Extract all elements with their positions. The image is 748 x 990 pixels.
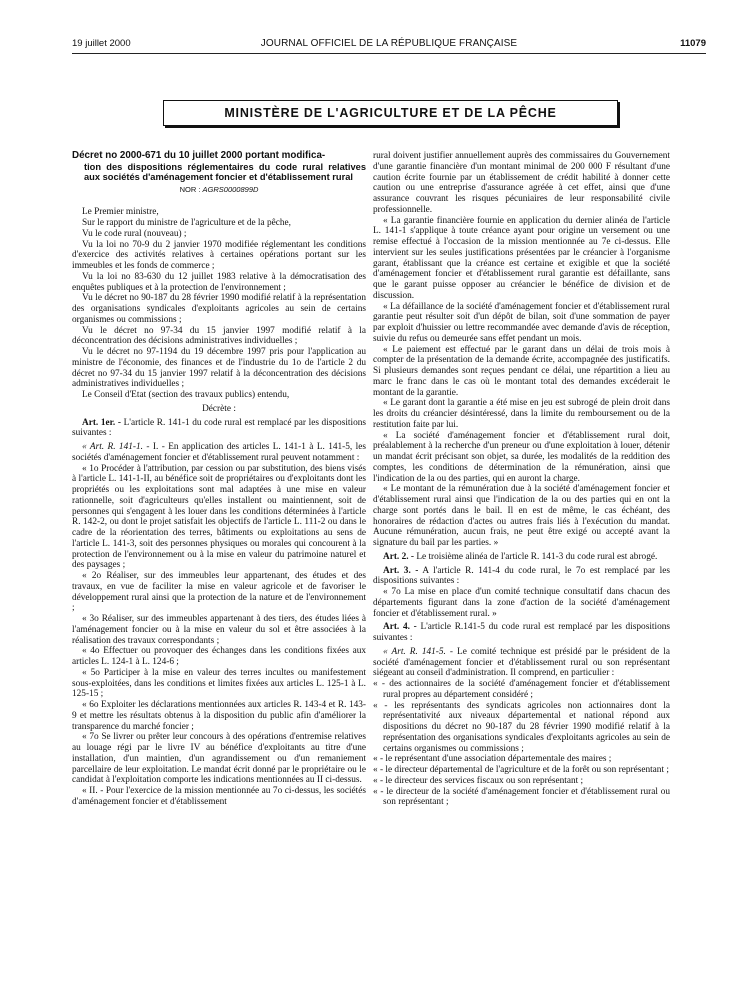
article-1 xyxy=(72,418,366,440)
ministry-title: MINISTÈRE DE L'AGRICULTURE ET DE LA PÊCHE xyxy=(224,106,557,120)
right-item-5: « - le directeur de la société d'aménagement foncier et d'établissement rural ou son représentant ; xyxy=(373,786,670,808)
header-page-number: 11079 xyxy=(680,38,706,49)
article-4-text: L'article R.141-5 du code rural est remplacé par les dispositions suivantes : xyxy=(373,622,670,643)
article-3-label: Art. 3. - xyxy=(383,565,419,576)
preamble-2: Vu le code rural (nouveau) ; xyxy=(82,228,187,239)
article-r141-5-label: « Art. R. 141-5. - xyxy=(383,646,453,657)
left-item-6: « 7o Se livrer ou prêter leur concours à des opérations d'entremise relatives au louage régi par le livre IV au bénéfice d'exploitants au titre d'une installation, d'un maintien, d'un agrandissement ou d'un remaniement parcellaire de leur exploitation. Le mandat écrit donné par le propriétaire ou le candidat à l'exploitation comporte les indications mentionnées au II ci-dessus. xyxy=(72,732,366,786)
right-paragraph-5: « La société d'aménagement foncier et d'établissement rural doit, préalablement à la recherche d'un preneur ou d'une exploitation à louer, détenir un mandat écrit précisant son objet, sa durée, les modalités de la reddition des comptes, les conditions de détermination de la rémunération, ainsi que l'indication de la ou des parties, qui en auront la charge. xyxy=(373,430,670,484)
preamble-3: Vu la loi no 70-9 du 2 janvier 1970 modifiée réglementant les conditions d'exercice des activités relatives à certaines opérations portant sur les immeubles et les fonds de commerce ; xyxy=(72,239,366,271)
right-paragraph-2: « La défaillance de la société d'aménagement foncier et d'établissement rural garantie peut résulter soit d'un dépôt de bilan, soit d'une sommation de payer par exploit d'huissier ou lettre recommandée avec demande d'avis de réception, suivie du refus ou demeurée sans effet pendant un mois. xyxy=(373,301,670,344)
right-item-0: « - des actionnaires de la société d'aménagement foncier et d'établissement rural propres au département considéré ; xyxy=(373,679,670,700)
right-paragraph-1: « La garantie financière fournie en application du dernier alinéa de l'article L. 141-1 s'applique à toute créance ayant pour origine un versement ou une remise effectué à l'occasion de la mission mentionnée au 7e ci-dessus. Elle intervient sur les seules justifications présentées par le créancier à l'organisme garant, établissant que la créance est certaine et exigible et que la société d'aménagement foncier et d'établissement rural garantie est défaillante, sans que le garant puisse opposer au créancier le bénéfice de division et de discussion. xyxy=(373,215,670,301)
header-journal-title: JOURNAL OFFICIEL DE LA RÉPUBLIQUE FRANÇAISE xyxy=(260,38,518,49)
left-item-5: « 6o Exploiter les déclarations mentionnées aux articles R. 143-4 et R. 143-9 et mettre les résultats obtenus à la disposition du public afin d'améliorer la transparence du marché foncier ; xyxy=(72,700,366,732)
right-column xyxy=(373,151,670,808)
article-r141-1 xyxy=(72,442,366,464)
decrete-heading: Décrète : xyxy=(202,403,236,414)
article-3 xyxy=(373,566,670,588)
article-1-text: L'article R. 141-1 du code rural est remplacé par les dispositions suivantes : xyxy=(72,417,366,439)
article-r141-1-label: « Art. R. 141-1. - xyxy=(82,442,150,452)
nor-label: NOR : xyxy=(179,184,201,194)
article-r141-1-text: I. - En application des articles L. 141-1 à L. 141-5, les sociétés d'aménagement foncier et d'établissement rural peuvent notamment : xyxy=(72,442,366,463)
right-item-3: « - le directeur départemental de l'agriculture et de la forêt ou son représentant ; xyxy=(373,765,669,775)
right-item-1: « - les représentants des syndicats agricoles non actionnaires dont la représentativité aux niveaux départemental et national répond aux dispositions du décret no 90-187 du 28 février 1990 modifié relatif à la représentation des organisations syndicales d'exploitants agricoles au sein de certains organismes ou commissions ; xyxy=(373,700,670,754)
article-r141-5 xyxy=(373,647,670,679)
decree-title-line1: Décret no 2000-671 du 10 juillet 2000 portant modifica- xyxy=(72,150,326,161)
right-paragraph-6: « Le montant de la rémunération due à la société d'aménagement foncier et d'établissement rural ainsi que l'indication de la ou des parties qui en ont la charge sont portés dans le bail. Il en est de même, le cas échéant, des honoraires de rédaction d'actes ou autres frais liés à l'exécution du mandat. Aucune rémunération, aucun frais, ne peut être exigé ou accepté avant la signature du bail par les parties. » xyxy=(373,484,670,548)
right-paragraph-3: « Le paiement est effectué par le garant dans un délai de trois mois à compter de la présentation de la demande écrite, accompagnée des justificatifs. Si plusieurs demandes sont reçues pendant ce délai, une répartition a lieu au marc le franc dans le cas où le montant total des demandes excéderait le montant de la garantie. xyxy=(373,344,670,398)
right-paragraph-0: rural doivent justifier annuellement auprès des commissaires du Gouvernement d'une garantie financière d'un montant minimal de 200 000 F résultant d'une caution écrite fournie par un établissement de crédit habilité à donner cette caution ou une entreprise d'assurance agréée à cet effet, ainsi que d'une assurance couvrant les risques pécuniaires de leur responsabilité civile professionnelle. xyxy=(373,151,670,215)
article-3-quote: « 7o La mise en place d'un comité technique consultatif dans chacun des départements figurant dans la zone d'action de la société d'aménagement foncier et d'établissement rural. » xyxy=(373,587,670,619)
decree-title xyxy=(72,151,366,183)
left-item-7: « II. - Pour l'exercice de la mission mentionnée au 7o ci-dessus, les sociétés d'aménagement foncier et d'établissement xyxy=(72,786,366,807)
left-item-1: « 2o Réaliser, sur des immeubles leur appartenant, des études et des travaux, en vue de faciliter la mise en valeur agricole et de favoriser le développement rural ainsi que la protection de la nature et de l'environnement ; xyxy=(72,571,366,614)
header-date: 19 juillet 2000 xyxy=(72,38,131,49)
left-item-2: « 3o Réaliser, sur des immeubles appartenant à des tiers, des études liées à l'aménagement foncier ou à la mise en valeur du sol et être associées à la réalisation des travaux correspondants ; xyxy=(72,614,366,646)
left-item-0: « 1o Procéder à l'attribution, par cession ou par substitution, des biens visés à l'article L. 141-1-II, au bénéfice soit de propriétaires ou d'exploitants dont les propriétés ou les exploitations sont mal adaptées à une mise en valeur rationnelle, soit d'agriculteurs qu'elles installent ou maintiennent, soit de personnes qui s'engagent à les louer dans les conditions déterminées à l'article R. 142-2, ou dont le projet satisfait les objectifs de l'article L. 111-2 ou dans le cadre de la réorientation des terres, bâtiments ou exploitations au sens de l'article L. 141-3, soit des personnes physiques ou morales qui concourent à la protection de l'environnement ou à la mise en valeur du patrimoine naturel et des paysages ; xyxy=(72,463,366,571)
left-item-3: « 4o Effectuer ou provoquer des échanges dans les conditions fixées aux articles L. 124-1 à L. 124-6 ; xyxy=(72,646,366,667)
preamble-5: Vu le décret no 90-187 du 28 février 1990 modifié relatif à la représentation des organisations syndicales d'exploitants agricoles au sein de certains organismes ou commissions ; xyxy=(72,293,366,325)
article-4 xyxy=(373,622,670,644)
preamble-6: Vu le décret no 97-34 du 15 janvier 1997 modifié relatif à la déconcentration des décisions administratives individuelles ; xyxy=(72,325,366,347)
nor-reference xyxy=(72,185,366,196)
preamble-0: Le Premier ministre, xyxy=(82,207,159,218)
preamble-4: Vu la loi no 83-630 du 12 juillet 1983 relative à la démocratisation des enquêtes publiques et à la protection de l'environnement ; xyxy=(72,271,366,293)
right-item-2: « - le représentant d'une association départementale des maires ; xyxy=(373,754,612,765)
ministry-title-box xyxy=(163,100,618,126)
page-header xyxy=(72,38,706,52)
article-3-text: A l'article R. 141-4 du code rural, le 7o est remplacé par les dispositions suivantes : xyxy=(373,565,671,587)
nor-code: AGRS0000899D xyxy=(202,184,259,194)
left-column xyxy=(72,151,366,808)
article-4-label: Art. 4. - xyxy=(383,622,417,633)
article-1-label: Art. 1er. - xyxy=(82,417,121,428)
article-2-label: Art. 2. - xyxy=(383,551,414,562)
article-r141-5-text: Le comité technique est présidé par le président de la société d'aménagement foncier et d'établissement rural ou son représentant siégeant au conseil d'administration. Il comprend, en particulier : xyxy=(373,646,670,679)
preamble-7: Vu le décret no 97-1194 du 19 décembre 1997 pris pour l'application au ministre de l'économie, des finances et de l'industrie du 1o de l'article 2 du décret no 97-34 du 15 janvier 1997 relatif à la déconcentration des décisions administratives individuelles ; xyxy=(72,347,366,390)
article-2 xyxy=(373,552,670,563)
preamble-8: Le Conseil d'Etat (section des travaux publics) entendu, xyxy=(82,390,290,400)
header-rule xyxy=(72,53,706,54)
preamble-1: Sur le rapport du ministre de l'agriculture et de la pêche, xyxy=(82,218,291,228)
right-paragraph-4: « Le garant dont la garantie a été mise en jeu est subrogé de plein droit dans les droits du créancier désintéressé, dans la limite du remboursement ou de la restitution faite par lui. xyxy=(373,398,670,430)
left-item-4: « 5o Participer à la mise en valeur des terres incultes ou manifestement sous-exploitées, dans les conditions et limites fixées aux articles L. 125-1 à L. 125-15 ; xyxy=(72,667,366,700)
article-2-text: Le troisième alinéa de l'article R. 141-3 du code rural est abrogé. xyxy=(416,551,658,562)
right-item-4: « - le directeur des services fiscaux ou son représentant ; xyxy=(373,775,584,786)
decree-title-rest: tion des dispositions réglementaires du code rural relatives aux sociétés d'aménagement foncier et d'établissement rural xyxy=(84,161,366,182)
